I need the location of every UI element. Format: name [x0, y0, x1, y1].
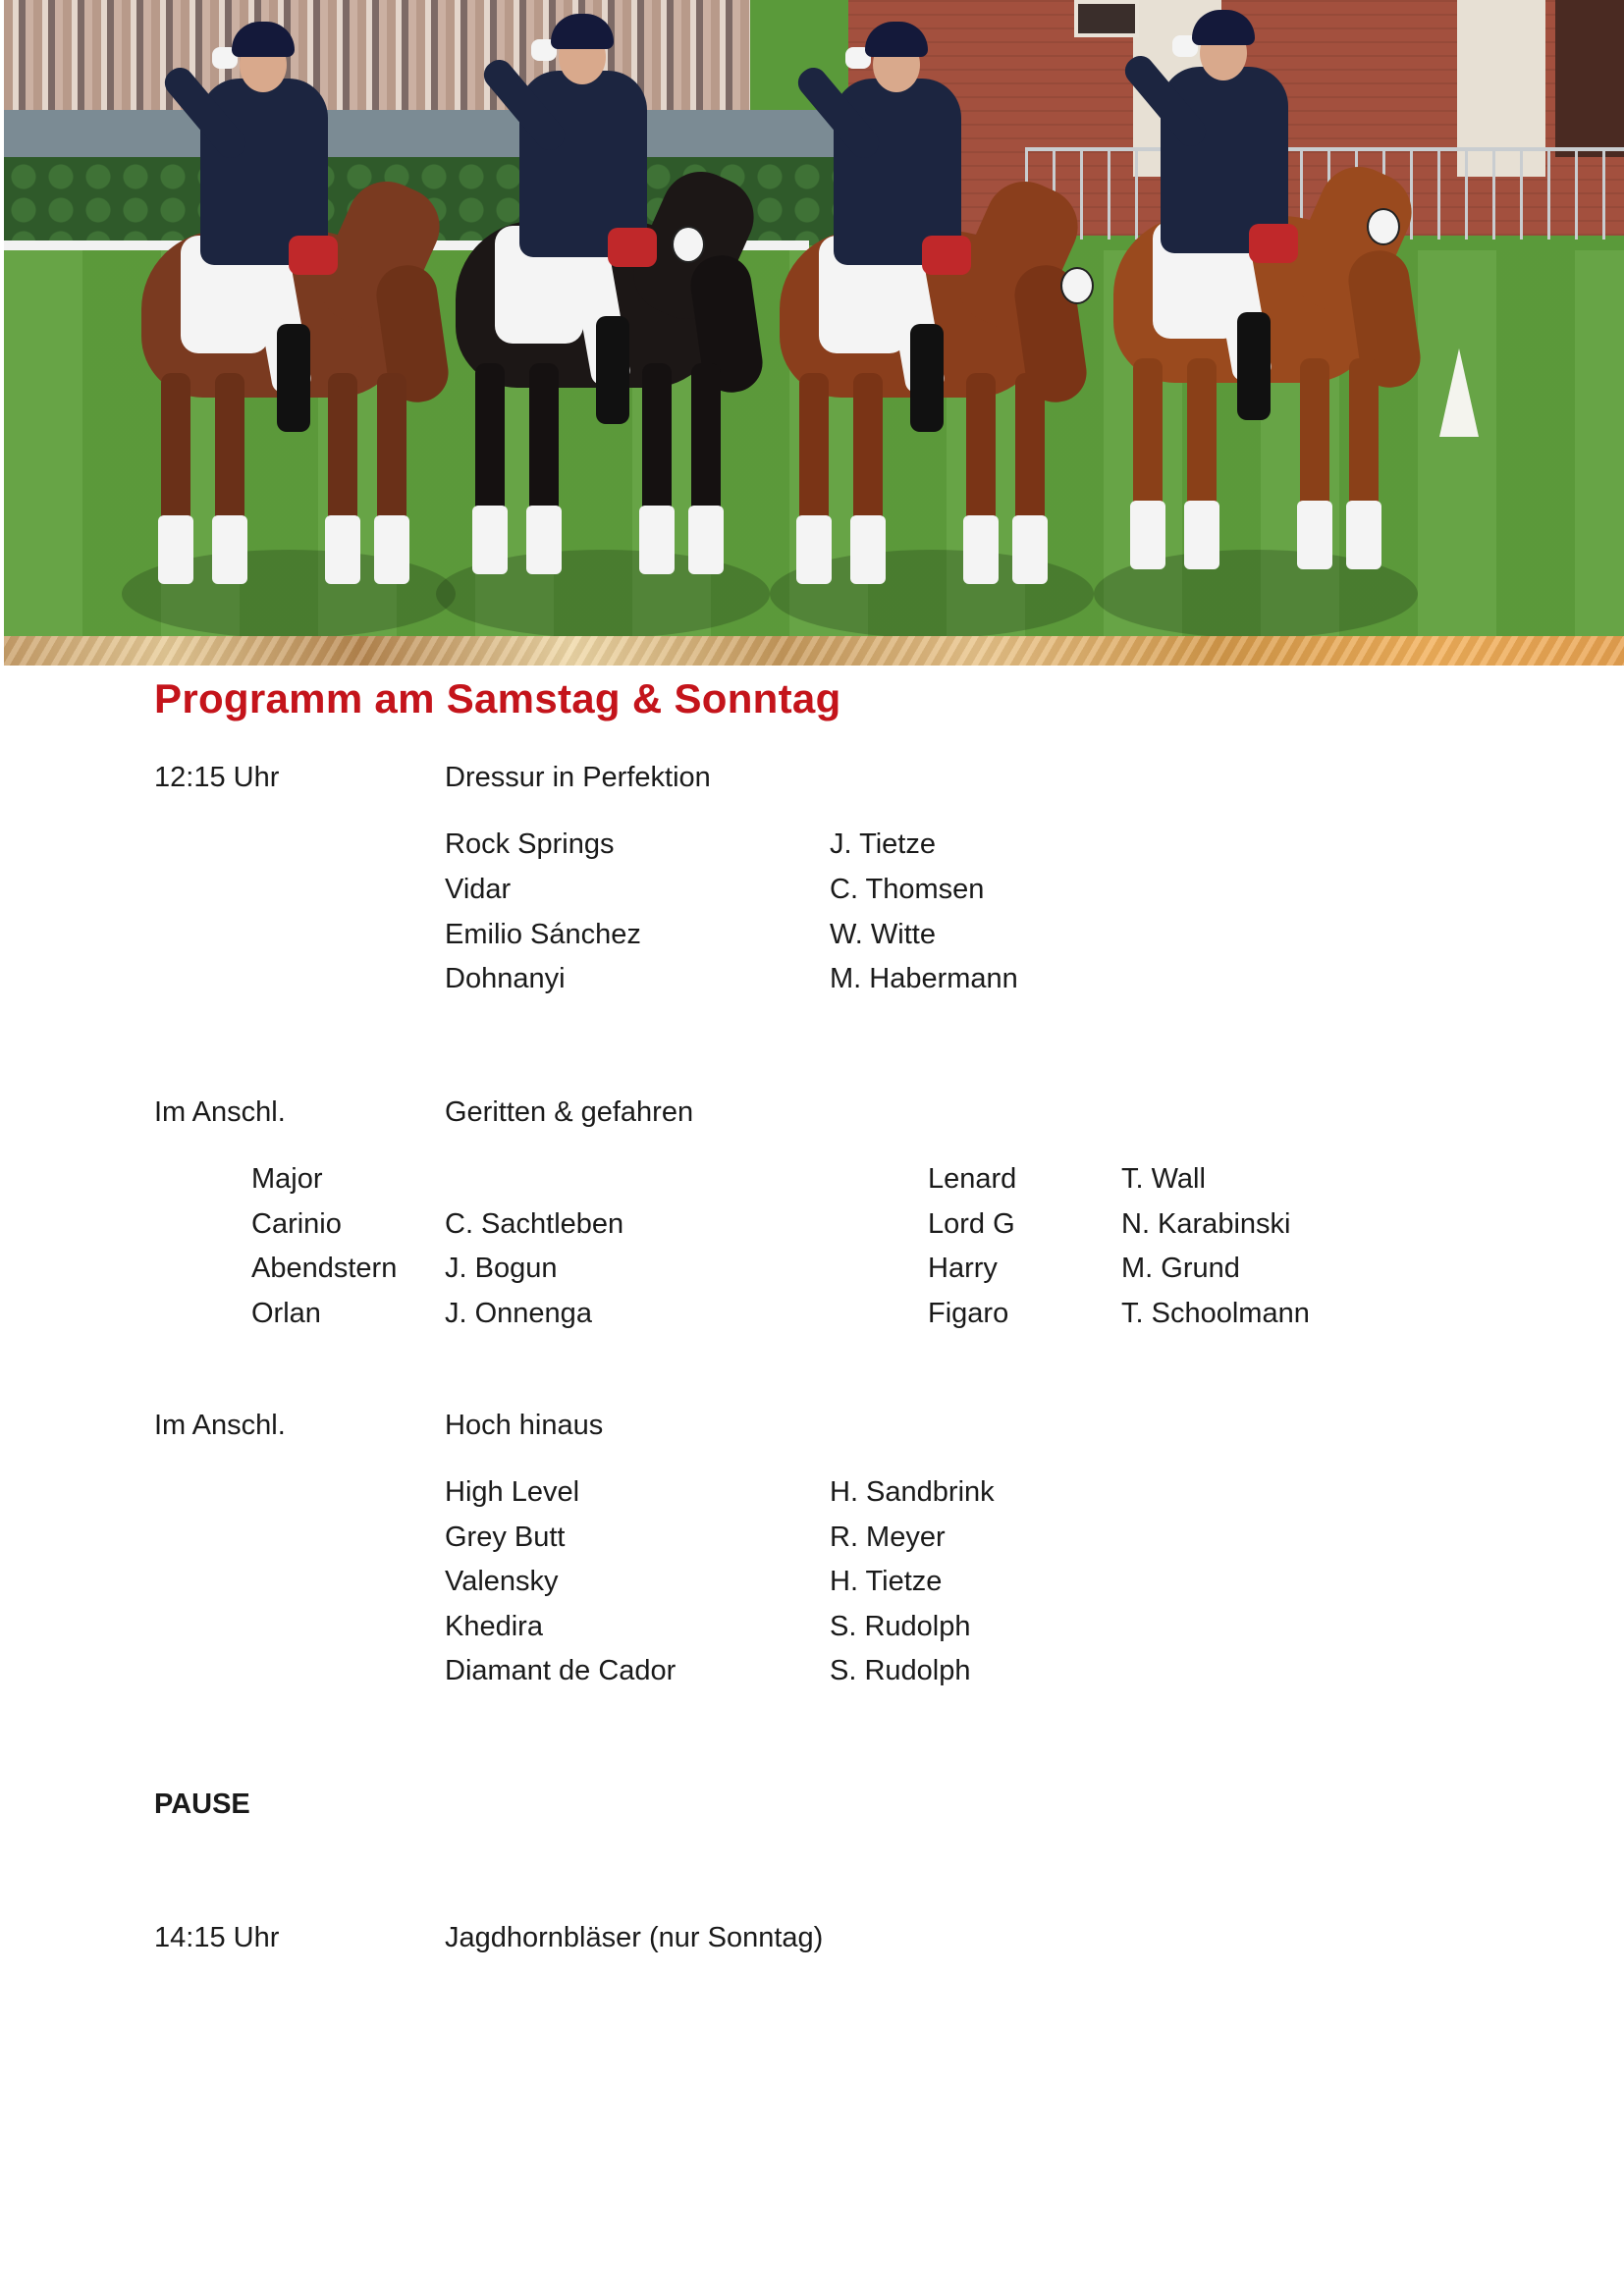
block-time: Im Anschl. [154, 1410, 286, 1441]
rider-name: J. Tietze [830, 828, 936, 860]
rider-name: C. Thomsen [830, 874, 985, 905]
rider-name: M. Habermann [830, 963, 1018, 994]
hero-photo [4, 0, 1624, 638]
block-act-title: Hoch hinaus [445, 1410, 604, 1441]
rider-name: T. Wall [1121, 1163, 1206, 1195]
block-act-title: Geritten & gefahren [445, 1096, 694, 1128]
number-tag [1367, 208, 1400, 245]
rider-name: T. Schoolmann [1121, 1298, 1310, 1329]
horse-name: Harry [928, 1253, 998, 1284]
horse-name: Khedira [445, 1611, 543, 1642]
rider-name: M. Grund [1121, 1253, 1240, 1284]
horse-name: Major [251, 1163, 323, 1195]
rider-name: S. Rudolph [830, 1655, 971, 1686]
rider-name: J. Bogun [445, 1253, 558, 1284]
horse-name: Vidar [445, 874, 512, 905]
block-act-title: Jagdhornbläser (nur Sonntag) [445, 1922, 824, 1953]
number-tag [1060, 267, 1094, 304]
horse-name: Lenard [928, 1163, 1017, 1195]
horse-name: Grey Butt [445, 1522, 566, 1553]
horse-name: Dohnanyi [445, 963, 566, 994]
block-time: 12:15 Uhr [154, 762, 280, 793]
horse-name: Rock Springs [445, 828, 615, 860]
page-title: Programm am Samstag & Sonntag [154, 675, 841, 721]
horse-name: Valensky [445, 1566, 559, 1597]
horse-name: High Level [445, 1476, 580, 1508]
rider-name: J. Onnenga [445, 1298, 592, 1329]
building-door [1555, 0, 1624, 157]
horse-name: Abendstern [251, 1253, 398, 1284]
horse-name: Diamant de Cador [445, 1655, 677, 1686]
rider-name: H. Tietze [830, 1566, 943, 1597]
rider-name: H. Sandbrink [830, 1476, 995, 1508]
rider-name: R. Meyer [830, 1522, 946, 1553]
rider-name: N. Karabinski [1121, 1208, 1291, 1240]
block-time: Im Anschl. [154, 1096, 286, 1128]
gold-divider-band [4, 636, 1624, 666]
horse-name: Emilio Sánchez [445, 919, 641, 950]
block-time: 14:15 Uhr [154, 1922, 280, 1953]
pause-label: PAUSE [154, 1789, 250, 1820]
arena-marker-cone [1439, 348, 1479, 437]
rider-name: S. Rudolph [830, 1611, 971, 1642]
horse-name: Lord G [928, 1208, 1015, 1240]
rider-name: W. Witte [830, 919, 936, 950]
horse-name: Orlan [251, 1298, 321, 1329]
number-tag [672, 226, 705, 263]
rider-name: C. Sachtleben [445, 1208, 624, 1240]
horse-name: Figaro [928, 1298, 1009, 1329]
block-act-title: Dressur in Perfektion [445, 762, 711, 793]
horse-name: Carinio [251, 1208, 342, 1240]
